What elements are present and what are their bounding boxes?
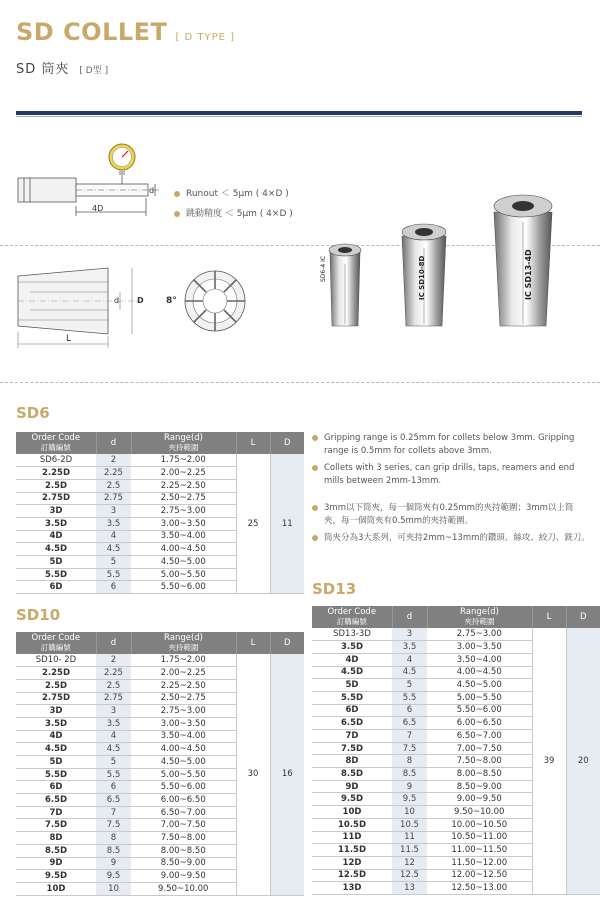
cell-range: 7.50~8.00 <box>131 832 236 845</box>
cell-d: 2.75 <box>96 692 131 705</box>
collet-product-images <box>322 186 572 334</box>
header-order-code-text: Order Code <box>31 633 81 643</box>
collet-label-sd10: IC SD10-8D <box>418 255 426 300</box>
cell-d: 5 <box>96 556 131 569</box>
runout-drawing <box>10 140 170 220</box>
cell-range: 9.50~10.00 <box>131 882 236 895</box>
cell-range: 4.50~5.00 <box>131 756 236 769</box>
header-L-text: L <box>250 438 256 448</box>
cell-order-code: 2.5D <box>16 479 96 492</box>
cell-order-code: 4.5D <box>16 543 96 556</box>
cell-range: 2.50~2.75 <box>131 692 236 705</box>
cell-d: 8 <box>96 832 131 845</box>
header-d <box>392 606 427 628</box>
collet-label-sd6: SD6-4 IC <box>320 255 327 282</box>
dim-d-small-label: d <box>114 296 120 305</box>
subtitle-main: SD 筒夾 <box>16 62 70 77</box>
table-body <box>16 654 304 895</box>
header-D-text: D <box>283 438 291 448</box>
cell-order-code: 6D <box>16 781 96 794</box>
cell-order-code: 9.5D <box>16 870 96 883</box>
cell-order-code: 5.5D <box>16 768 96 781</box>
header-row <box>312 606 600 628</box>
cell-order-code: SD13-3D <box>312 628 392 641</box>
cell-range: 4.50~5.00 <box>131 556 236 569</box>
cell-d: 8.5 <box>96 844 131 857</box>
header-row <box>16 632 304 654</box>
header-range <box>131 632 236 654</box>
cell-order-code: 10D <box>312 806 392 819</box>
table-header <box>16 432 304 454</box>
cell-range: 9.50~10.00 <box>427 806 532 819</box>
cell-L: 39 <box>532 628 566 894</box>
cell-range: 8.00~8.50 <box>131 844 236 857</box>
cell-range: 4.00~4.50 <box>131 543 236 556</box>
header-D <box>270 632 304 654</box>
collet-table-sd13 <box>312 606 600 895</box>
header-range-zh: 夾持範圍 <box>464 617 495 626</box>
header-order-code <box>16 432 96 454</box>
cell-d: 7.5 <box>96 819 131 832</box>
cell-range: 7.50~8.00 <box>427 755 532 768</box>
cell-range: 6.00~6.50 <box>427 717 532 730</box>
cell-range: 1.75~2.00 <box>131 654 236 667</box>
note-zh-2: 筒夾分為3大系列，可夾持2mm~13mm的鑽頭、絲攻、絞刀、銑刀。 <box>324 533 590 543</box>
section-heading-sd6: SD6 <box>16 404 50 422</box>
cell-range: 3.00~3.50 <box>131 517 236 530</box>
header-L-text: L <box>546 612 552 622</box>
cell-d: 8 <box>392 755 427 768</box>
cell-d: 12 <box>392 856 427 869</box>
cell-d: 5.5 <box>96 568 131 581</box>
header-order-code-text: Order Code <box>327 607 377 617</box>
cell-range: 2.25~2.50 <box>131 479 236 492</box>
notes-block <box>312 432 590 549</box>
spec-runout-zh: 跳動精度 ＜ 5μm ( 4×D ) <box>186 209 293 219</box>
dim-angle-label: 8° <box>166 296 177 306</box>
cell-d: 10 <box>392 806 427 819</box>
cell-d: 11.5 <box>392 844 427 857</box>
title-main: SD COLLET <box>16 18 168 46</box>
cell-d: 4 <box>392 653 427 666</box>
cell-d: 5 <box>392 679 427 692</box>
cell-d: 4.5 <box>96 543 131 556</box>
cell-range: 7.00~7.50 <box>131 819 236 832</box>
page-subtitle <box>16 58 108 77</box>
cell-range: 5.50~6.00 <box>131 581 236 594</box>
cell-range: 6.00~6.50 <box>131 794 236 807</box>
cell-range: 2.25~2.50 <box>131 679 236 692</box>
header-range-text: Range(d) <box>164 433 203 443</box>
table-body <box>16 454 304 594</box>
header-range <box>427 606 532 628</box>
dim-4d-label: 4D <box>92 204 104 213</box>
cell-order-code: 4.5D <box>312 666 392 679</box>
cell-range: 4.50~5.00 <box>427 679 532 692</box>
cell-d: 8.5 <box>392 768 427 781</box>
cell-order-code: 7D <box>16 806 96 819</box>
cell-d: 4 <box>96 730 131 743</box>
bullet-icon <box>312 535 318 541</box>
cell-range: 2.75~3.00 <box>131 505 236 518</box>
cell-range: 11.50~12.00 <box>427 856 532 869</box>
collet-table-sd10 <box>16 632 304 896</box>
header-L <box>236 432 270 454</box>
cell-range: 3.00~3.50 <box>427 641 532 654</box>
cell-order-code: 5D <box>16 556 96 569</box>
cell-order-code: SD6-2D <box>16 454 96 467</box>
header-order-code-text: Order Code <box>31 433 81 443</box>
header-order-code-zh: 訂購編號 <box>40 443 71 452</box>
cell-d: 3.5 <box>392 641 427 654</box>
cell-d: 3 <box>96 705 131 718</box>
bullet-icon <box>312 435 318 441</box>
cell-order-code: 5D <box>16 756 96 769</box>
cell-range: 5.50~6.00 <box>427 704 532 717</box>
cell-d: 5.5 <box>96 768 131 781</box>
header-D-text: D <box>579 612 587 622</box>
cell-order-code: 6.5D <box>16 794 96 807</box>
cell-order-code: 7.5D <box>312 742 392 755</box>
cell-range: 3.00~3.50 <box>131 717 236 730</box>
header-D <box>270 432 304 454</box>
cell-d: 3 <box>96 505 131 518</box>
runout-specs <box>174 184 293 224</box>
cell-order-code: 2.25D <box>16 467 96 480</box>
cell-d: 6 <box>96 581 131 594</box>
dim-D-label: D <box>137 296 144 305</box>
cell-d: 7 <box>96 806 131 819</box>
cell-order-code: 4D <box>312 653 392 666</box>
header-L <box>236 632 270 654</box>
cell-order-code: 4D <box>16 530 96 543</box>
header-D-text: D <box>283 638 291 648</box>
table-row <box>312 628 600 641</box>
cell-d: 6 <box>392 704 427 717</box>
cell-range: 10.50~11.00 <box>427 831 532 844</box>
header-order-code-zh: 訂購編號 <box>336 617 367 626</box>
dim-d-label: d <box>149 186 155 195</box>
header-order-code <box>312 606 392 628</box>
cell-range: 5.00~5.50 <box>427 691 532 704</box>
cell-d: 3.5 <box>96 517 131 530</box>
page-title <box>16 18 235 46</box>
cell-order-code: 3.5D <box>16 517 96 530</box>
header-L <box>532 606 566 628</box>
cell-order-code: 2.75D <box>16 492 96 505</box>
cell-range: 9.00~9.50 <box>427 793 532 806</box>
cell-range: 5.00~5.50 <box>131 568 236 581</box>
cell-range: 9.00~9.50 <box>131 870 236 883</box>
dim-L-label: L <box>66 334 72 344</box>
cell-d: 4.5 <box>96 743 131 756</box>
cell-order-code: 3D <box>16 705 96 718</box>
table-header <box>312 606 600 628</box>
cell-order-code: 2.5D <box>16 679 96 692</box>
cell-D: 16 <box>270 654 304 895</box>
cell-L: 30 <box>236 654 270 895</box>
cell-range: 2.75~3.00 <box>131 705 236 718</box>
cell-range: 8.50~9.00 <box>427 780 532 793</box>
cell-order-code: 6D <box>16 581 96 594</box>
bullet-icon <box>174 211 180 217</box>
header-d-text: d <box>110 438 117 448</box>
cell-L: 25 <box>236 454 270 594</box>
header-range-text: Range(d) <box>460 607 499 617</box>
cell-order-code: 10.5D <box>312 818 392 831</box>
cell-order-code: 8.5D <box>312 768 392 781</box>
cell-order-code: 2.25D <box>16 667 96 680</box>
subtitle-type: [ D型 ] <box>79 66 109 76</box>
cell-order-code: SD10- 2D <box>16 654 96 667</box>
cell-d: 2 <box>96 654 131 667</box>
header-range-zh: 夾持範圍 <box>168 443 199 452</box>
cell-d: 13 <box>392 882 427 895</box>
cell-range: 1.75~2.00 <box>131 454 236 467</box>
table-body <box>312 628 600 894</box>
cell-order-code: 4D <box>16 730 96 743</box>
cell-range: 2.50~2.75 <box>131 492 236 505</box>
cell-order-code: 13D <box>312 882 392 895</box>
cell-d: 4 <box>96 530 131 543</box>
cell-d: 6.5 <box>96 794 131 807</box>
cell-range: 8.00~8.50 <box>427 768 532 781</box>
cell-order-code: 2.75D <box>16 692 96 705</box>
header-order-code <box>16 632 96 654</box>
cell-d: 6 <box>96 781 131 794</box>
spec-runout-en: Runout ＜ 5μm ( 4×D ) <box>186 189 289 199</box>
cell-d: 2.25 <box>96 667 131 680</box>
cell-range: 2.00~2.25 <box>131 667 236 680</box>
cell-range: 2.75~3.00 <box>427 628 532 641</box>
cell-order-code: 12.5D <box>312 869 392 882</box>
note-zh-1: 3mm以下筒夾，每一個筒夾有0.25mm的夾持範圍；3mm以上筒夾，每一個筒夾有0.5mm的夾持範圍。 <box>324 503 574 526</box>
header-row <box>16 432 304 454</box>
header-L-text: L <box>250 638 256 648</box>
header-d <box>96 432 131 454</box>
cell-d: 10.5 <box>392 818 427 831</box>
table-header <box>16 632 304 654</box>
cell-order-code: 8D <box>16 832 96 845</box>
cell-order-code: 5.5D <box>16 568 96 581</box>
cell-d: 4.5 <box>392 666 427 679</box>
cell-range: 6.50~7.00 <box>131 806 236 819</box>
header-D <box>566 606 600 628</box>
cell-order-code: 8D <box>312 755 392 768</box>
cell-range: 5.00~5.50 <box>131 768 236 781</box>
cell-order-code: 5.5D <box>312 691 392 704</box>
cell-range: 3.50~4.00 <box>131 730 236 743</box>
table-row <box>16 654 304 667</box>
header-d-text: d <box>406 612 413 622</box>
cell-order-code: 3.5D <box>312 641 392 654</box>
cell-range: 10.00~10.50 <box>427 818 532 831</box>
header-range-text: Range(d) <box>164 633 203 643</box>
cell-range: 6.50~7.00 <box>427 730 532 743</box>
cell-order-code: 8.5D <box>16 844 96 857</box>
cell-order-code: 7D <box>312 730 392 743</box>
table-row <box>16 454 304 467</box>
cell-d: 11 <box>392 831 427 844</box>
collet-table-sd6 <box>16 432 304 594</box>
cell-d: 5.5 <box>392 691 427 704</box>
cell-order-code: 9D <box>312 780 392 793</box>
cell-range: 3.50~4.00 <box>427 653 532 666</box>
bullet-icon <box>174 191 180 197</box>
bullet-icon <box>312 505 318 511</box>
title-type: [ D TYPE ] <box>175 32 236 43</box>
cell-range: 7.00~7.50 <box>427 742 532 755</box>
cell-range: 12.50~13.00 <box>427 882 532 895</box>
section-heading-sd13: SD13 <box>312 580 357 598</box>
cell-d: 2.5 <box>96 479 131 492</box>
cell-d: 3 <box>392 628 427 641</box>
cell-order-code: 3.5D <box>16 717 96 730</box>
cell-d: 9.5 <box>96 870 131 883</box>
cell-order-code: 10D <box>16 882 96 895</box>
collet-cross-section <box>10 262 250 358</box>
bullet-icon <box>312 465 318 471</box>
cell-order-code: 9D <box>16 857 96 870</box>
collet-sd13 <box>494 195 552 326</box>
cell-d: 10 <box>96 882 131 895</box>
cell-range: 5.50~6.00 <box>131 781 236 794</box>
cell-d: 9 <box>96 857 131 870</box>
cell-order-code: 7.5D <box>16 819 96 832</box>
cell-range: 2.00~2.25 <box>131 467 236 480</box>
cell-order-code: 11.5D <box>312 844 392 857</box>
header-d-text: d <box>110 638 117 648</box>
cell-d: 2.25 <box>96 467 131 480</box>
cell-d: 2.5 <box>96 679 131 692</box>
collet-label-sd13: IC SD13-4D <box>524 249 533 300</box>
cell-range: 3.50~4.00 <box>131 530 236 543</box>
header-d <box>96 632 131 654</box>
cell-d: 6.5 <box>392 717 427 730</box>
cell-order-code: 5D <box>312 679 392 692</box>
section-heading-sd10: SD10 <box>16 606 61 624</box>
note-en-2: Collets with 3 series, can grip drills, taps, reamers and end mills between 2mm-13mm. <box>324 463 575 486</box>
cell-order-code: 3D <box>16 505 96 518</box>
cell-D: 20 <box>566 628 600 894</box>
cell-d: 2 <box>96 454 131 467</box>
cell-D: 11 <box>270 454 304 594</box>
header-order-code-zh: 訂購編號 <box>40 643 71 652</box>
cell-d: 3.5 <box>96 717 131 730</box>
cell-d: 7.5 <box>392 742 427 755</box>
cell-range: 11.00~11.50 <box>427 844 532 857</box>
cell-range: 4.00~4.50 <box>131 743 236 756</box>
note-en-1: Gripping range is 0.25mm for collets below 3mm. Gripping range is 0.5mm for collets above 3mm. <box>324 433 575 456</box>
cell-order-code: 11D <box>312 831 392 844</box>
cell-order-code: 4.5D <box>16 743 96 756</box>
collet-sd6 <box>329 244 361 326</box>
dashed-divider <box>0 382 600 383</box>
cell-d: 9 <box>392 780 427 793</box>
cell-range: 12.00~12.50 <box>427 869 532 882</box>
cell-d: 9.5 <box>392 793 427 806</box>
cell-d: 5 <box>96 756 131 769</box>
cell-order-code: 12D <box>312 856 392 869</box>
header-divider <box>16 111 582 115</box>
header-divider-thin <box>16 116 582 117</box>
cell-order-code: 6.5D <box>312 717 392 730</box>
cell-range: 4.00~4.50 <box>427 666 532 679</box>
cell-order-code: 9.5D <box>312 793 392 806</box>
cell-d: 7 <box>392 730 427 743</box>
cell-d: 2.75 <box>96 492 131 505</box>
cell-range: 8.50~9.00 <box>131 857 236 870</box>
cell-d: 12.5 <box>392 869 427 882</box>
cell-order-code: 6D <box>312 704 392 717</box>
header-range-zh: 夾持範圍 <box>168 643 199 652</box>
header-range <box>131 432 236 454</box>
